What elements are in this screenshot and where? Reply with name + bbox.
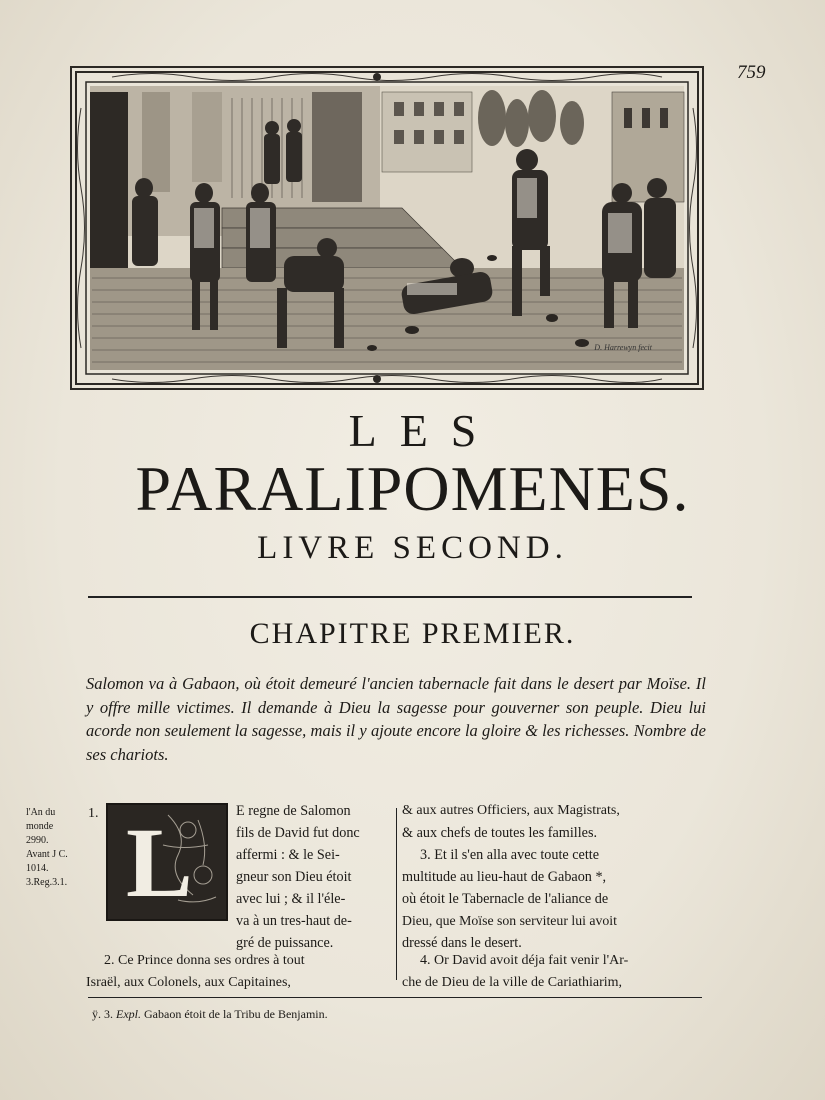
engraving-plate (70, 66, 704, 390)
right-column-line: où étoit le Tabernacle de l'aliance de (402, 891, 609, 907)
left-column-line: va à un tres-haut de- (236, 913, 352, 929)
right-column-line: che de Dieu de la ville de Cariathiarim, (402, 975, 623, 990)
title-rule (88, 596, 692, 598)
footnote-marker: ÿ. 3. (92, 1007, 113, 1021)
title-line-paralipomenes: PARALIPOMENES. (135, 453, 690, 524)
left-column-line: avec lui ; & il l'éle- (236, 891, 346, 907)
footnote-label: Expl. (116, 1007, 141, 1021)
footnote (92, 1007, 328, 1022)
right-column-line: & aux chefs de toutes les familles. (402, 825, 598, 841)
drop-cap-letter: L (126, 807, 193, 918)
right-column-line: & aux autres Officiers, aux Magistrats, (402, 803, 620, 818)
verse-number: 1. (88, 806, 99, 821)
chapter-summary: Salomon va à Gabaon, où étoit demeuré l'ancien tabernacle fait dans le desert par Moïse. Il y offre mille victimes. Il demande à Dieu la sagesse pour gouverner son peuple. Dieu lui acorde non seulement la sagesse, mais il y ajoute encore la gloire & les richesses. Nombre de ses chariots. (86, 674, 706, 764)
margin-note: l'An du monde 2990. Avant J C. 1014. 3.Reg.3.1. (26, 807, 68, 888)
right-column-line: multitude au lieu-haut de Gabaon *, (402, 869, 607, 885)
right-column-line: Dieu, que Moïse son serviteur lui avoit (402, 913, 617, 928)
column-divider (396, 808, 397, 980)
title-line-les: LES (348, 405, 500, 456)
right-column-line: 3. Et il s'en alla avec toute cette (420, 847, 600, 863)
footnote-text: Gabaon étoit de la Tribu de Benjamin. (144, 1007, 328, 1021)
drop-cap-initial (106, 803, 228, 921)
left-column-line: affermi : & le Sei- (236, 847, 340, 863)
title-line-livre-second: LIVRE SECOND. (257, 530, 568, 566)
left-column-line: Israël, aux Colonels, aux Capitaines, (86, 975, 291, 990)
engraved-scene-illustration (72, 68, 702, 388)
left-column-line: E regne de Salomon (236, 803, 351, 819)
right-column-line: 4. Or David avoit déja fait venir l'Ar- (420, 953, 629, 968)
left-column-line: 2. Ce Prince donna ses ordres à tout (104, 953, 305, 968)
left-column-line: gneur son Dieu étoit (236, 869, 352, 885)
left-column-line: fils de David fut donc (236, 825, 360, 841)
chapter-heading: CHAPITRE PREMIER. (249, 617, 576, 650)
page-number: 759 (737, 62, 766, 83)
right-column-line: dressé dans le desert. (402, 935, 522, 951)
footnote-rule (88, 997, 702, 998)
left-column-line: gré de puissance. (236, 935, 334, 951)
engraver-signature: D. Harrewyn fecit (594, 343, 652, 352)
